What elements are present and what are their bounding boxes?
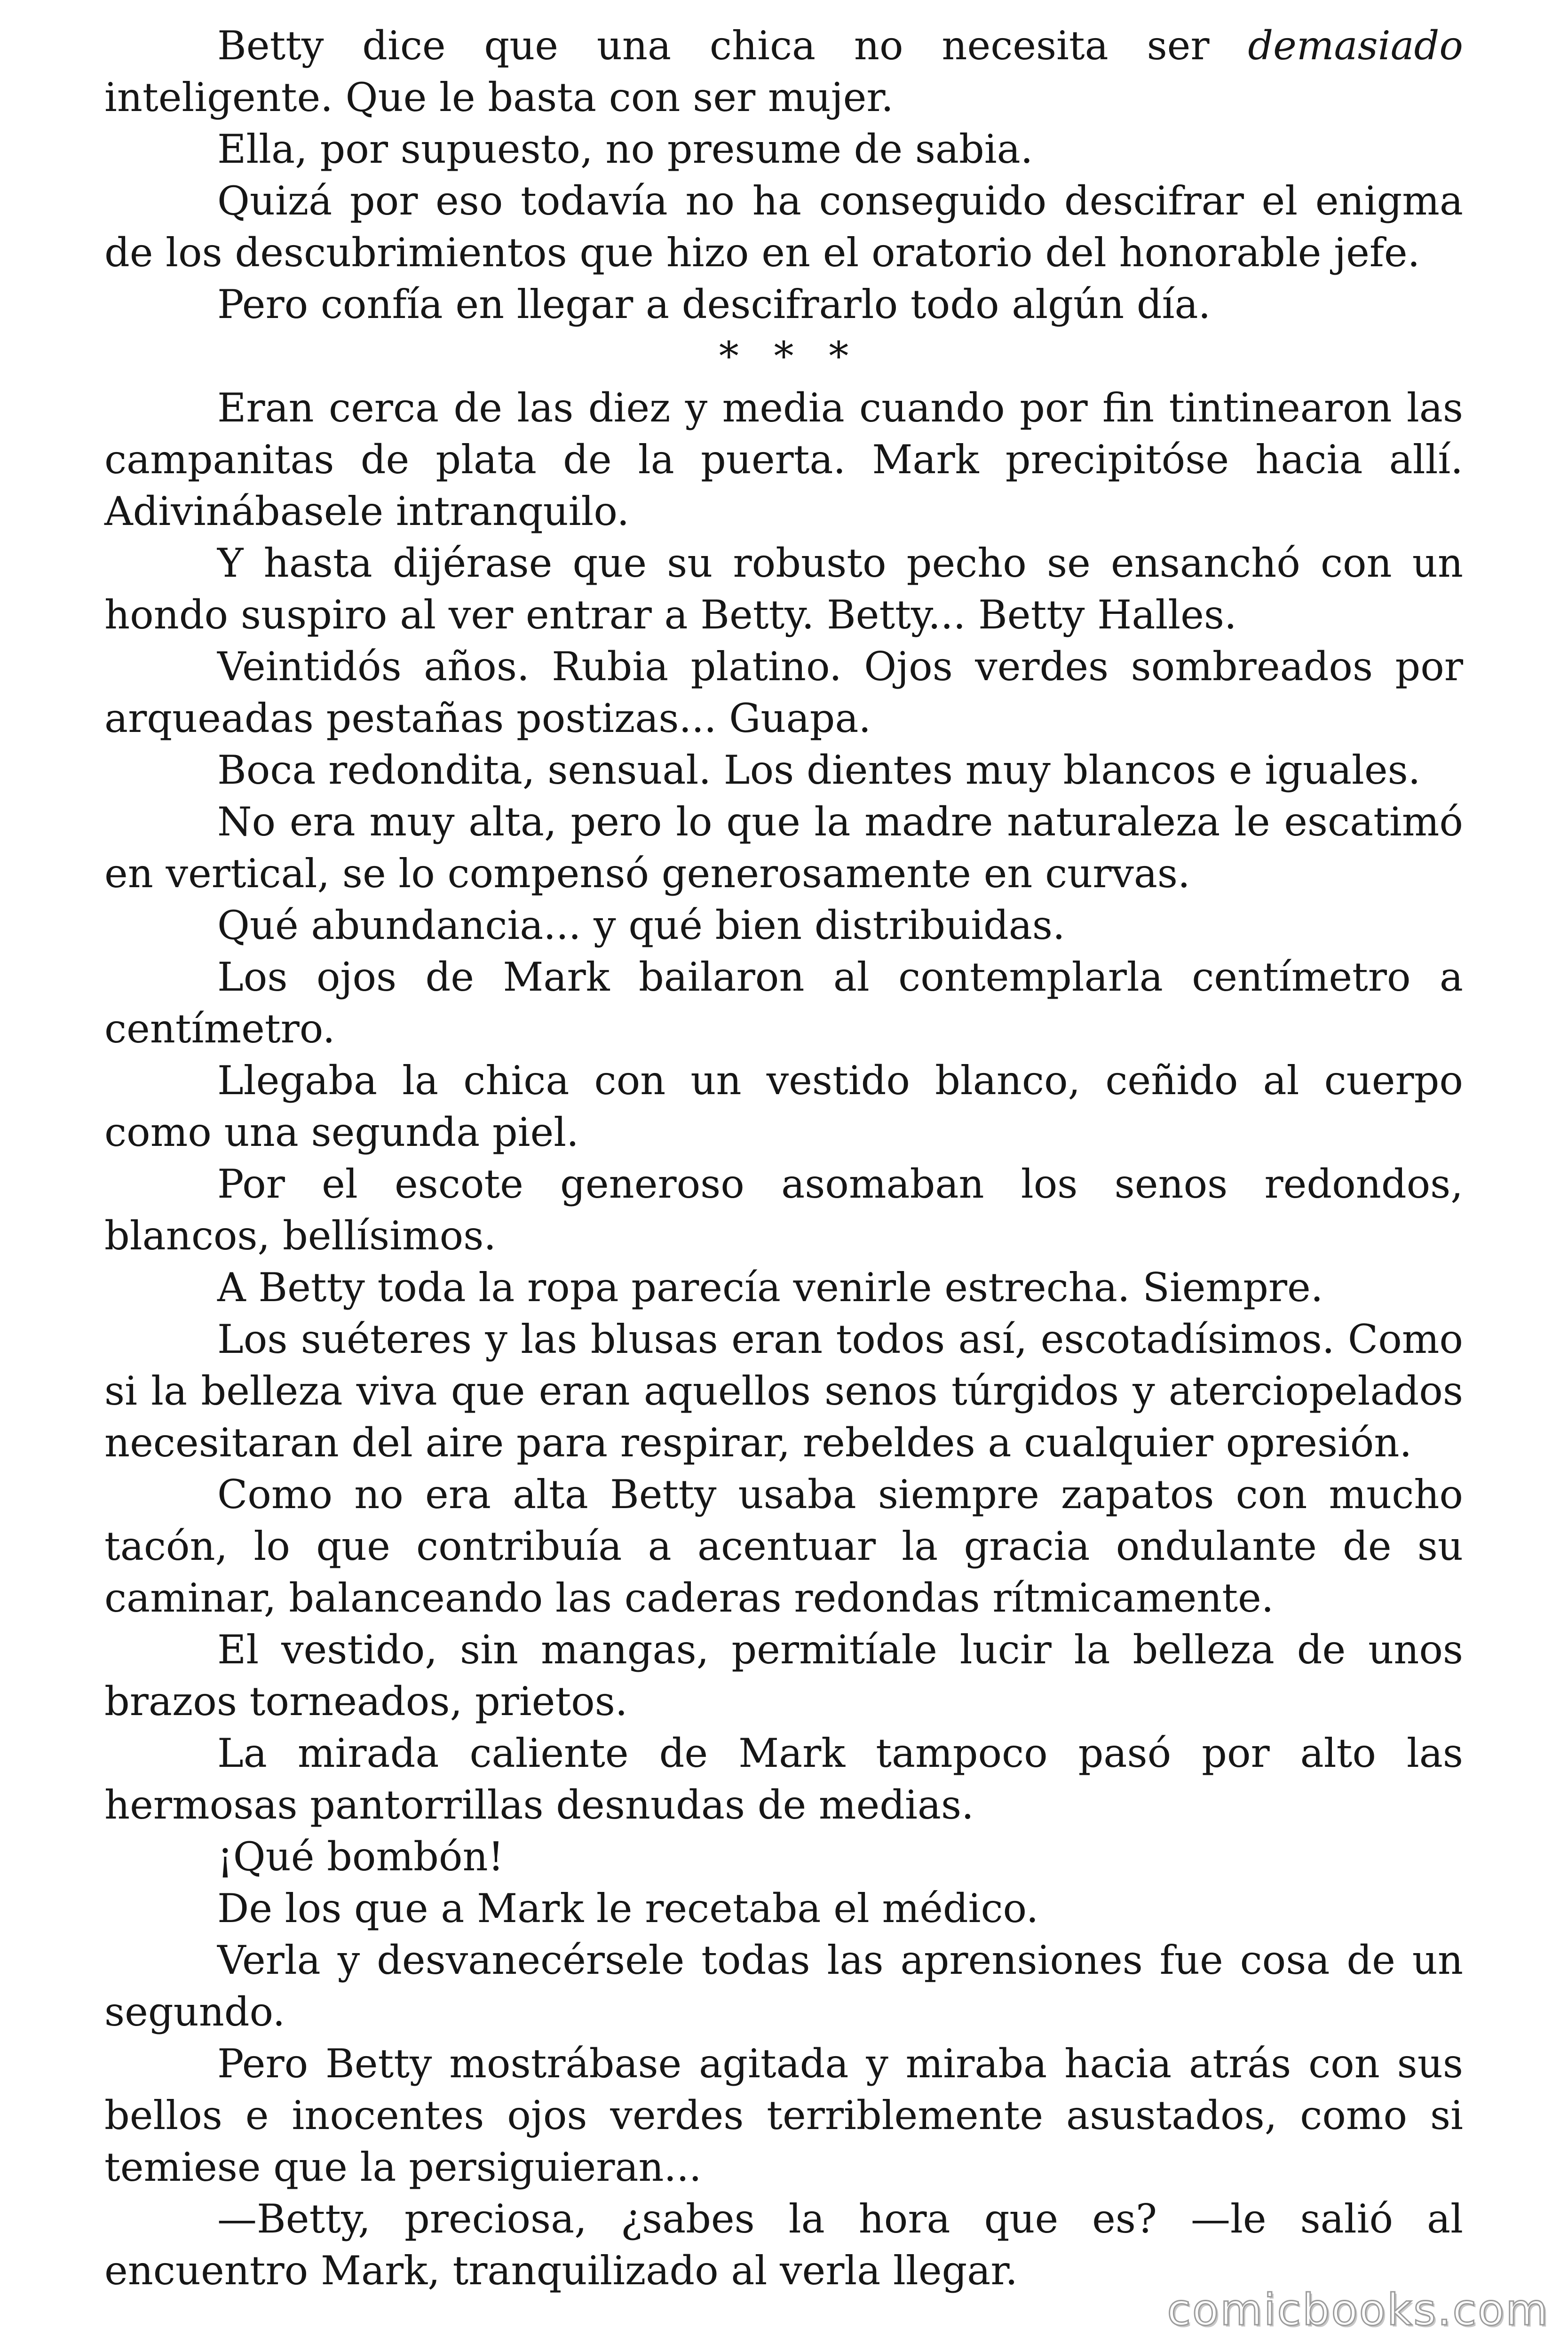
- paragraph: A Betty toda la ropa parecía venirle estrecha. Siempre.: [217, 1264, 1323, 1311]
- paragraph: Veintidós años. Rubia platino. Ojos verdes sombreados por arqueadas pestañas postizas... Guapa.: [104, 644, 1463, 741]
- paragraph: [104, 20, 1463, 123]
- paragraph-text: inteligente. Que le basta con ser mujer.: [104, 74, 894, 120]
- paragraph: Pero Betty mostrábase agitada y miraba hacia atrás con sus bellos e inocentes ojos verdes terriblemente asustados, como si temiese que la persiguieran...: [104, 2041, 1463, 2190]
- paragraph: ¡Qué bombón!: [217, 1834, 504, 1880]
- watermark: comicbooks.com: [1167, 2285, 1549, 2335]
- emphasized-word: demasiado: [1248, 23, 1463, 69]
- page-text: [104, 20, 1463, 2296]
- paragraph: Los ojos de Mark bailaron al contemplarla centímetro a centímetro.: [104, 954, 1463, 1052]
- paragraph: No era muy alta, pero lo que la madre naturaleza le escatimó en vertical, se lo compensó generosamente en curvas.: [104, 799, 1463, 897]
- paragraph: Por el escote generoso asomaban los senos redondos, blancos, bellísimos.: [104, 1161, 1463, 1259]
- scene-separator: * * *: [719, 333, 860, 379]
- paragraph: Eran cerca de las diez y media cuando por fin tintinearon las campanitas de plata de la puerta. Mark precipitóse hacia allí. Adivinábasele intranquilo.: [104, 385, 1463, 534]
- paragraph: De los que a Mark le recetaba el médico.: [217, 1885, 1039, 1931]
- paragraph: Verla y desvanecérsele todas las aprensiones fue cosa de un segundo.: [104, 1937, 1463, 2035]
- paragraph: Ella, por supuesto, no presume de sabia.: [217, 126, 1033, 172]
- paragraph: Como no era alta Betty usaba siempre zapatos con mucho tacón, lo que contribuía a acentuar la gracia ondulante de su caminar, balanceando las caderas redondas rítmicamente.: [104, 1471, 1463, 1621]
- paragraph: La mirada caliente de Mark tampoco pasó por alto las hermosas pantorrillas desnudas de medias.: [104, 1730, 1463, 1828]
- paragraph-text: Betty dice que una chica no necesita ser: [217, 23, 1248, 69]
- paragraph: Qué abundancia... y qué bien distribuidas.: [217, 902, 1065, 948]
- paragraph: Boca redondita, sensual. Los dientes muy blancos e iguales.: [217, 747, 1421, 793]
- paragraph: —Betty, preciosa, ¿sabes la hora que es? —le salió al encuentro Mark, tranquilizado al verla llegar.: [104, 2196, 1463, 2294]
- paragraph: Los suéteres y las blusas eran todos así, escotadísimos. Como si la belleza viva que eran aquellos senos túrgidos y aterciopelados necesitaran del aire para respirar, rebeldes a cualquier opresión.: [104, 1316, 1463, 1466]
- paragraph: El vestido, sin mangas, permitíale lucir la belleza de unos brazos torneados, prietos.: [104, 1627, 1463, 1724]
- paragraph: Quizá por eso todavía no ha conseguido descifrar el enigma de los descubrimientos que hizo en el oratorio del honorable jefe.: [104, 178, 1463, 276]
- paragraph: Pero confía en llegar a descifrarlo todo algún día.: [217, 281, 1211, 327]
- paragraph: Y hasta dijérase que su robusto pecho se ensanchó con un hondo suspiro al ver entrar a Betty. Betty... Betty Halles.: [104, 540, 1463, 638]
- paragraph: Llegaba la chica con un vestido blanco, ceñido al cuerpo como una segunda piel.: [104, 1057, 1463, 1155]
